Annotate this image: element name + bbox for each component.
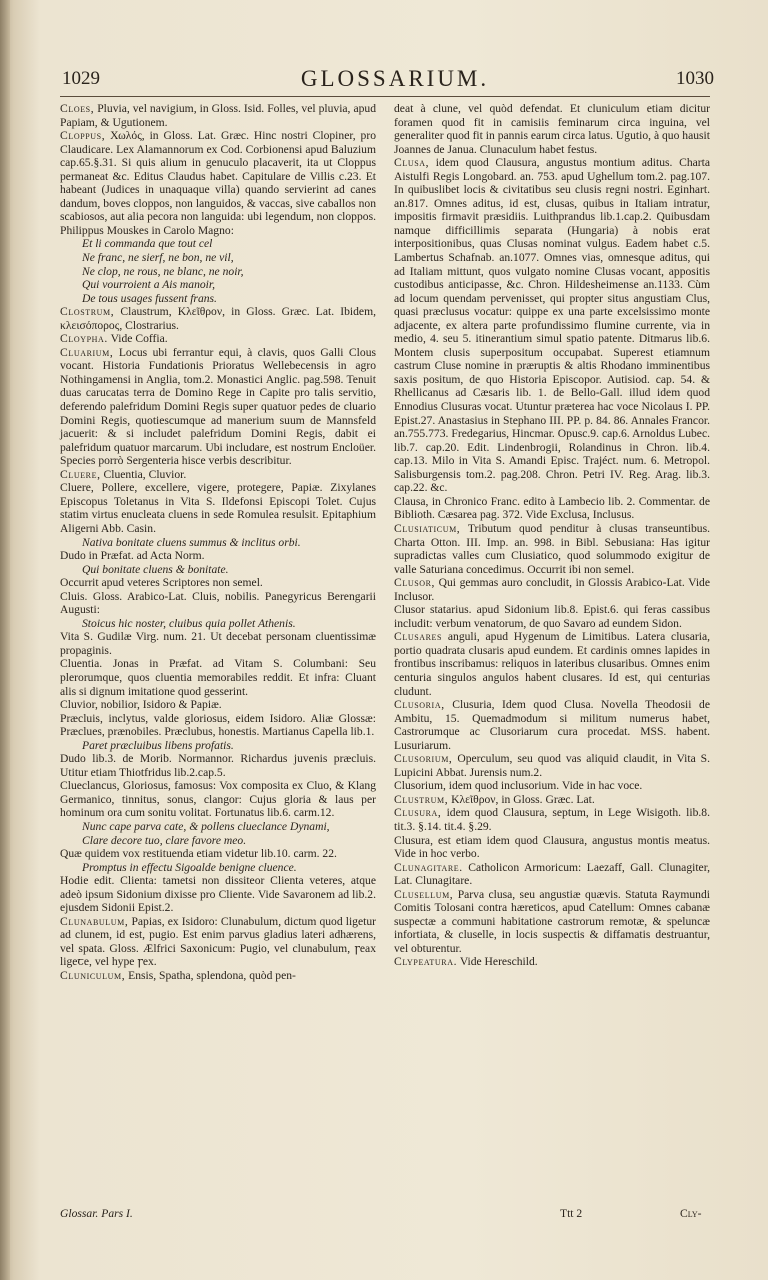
- entry-text: Vita S. Gudilæ Virg. num. 21. Ut decebat personam cluentissimæ propaginis.: [60, 630, 376, 657]
- verse-line: Ne franc, ne sierf, ne bon, ne vil,: [82, 251, 234, 265]
- verse-line: Stoicus hic noster, cluibus quia pollet Athenis.: [82, 616, 296, 630]
- entry-text: Dudo in Præfat. ad Acta Norm.: [60, 549, 205, 563]
- glossary-entry: [60, 712, 376, 739]
- verse-line: Nunc cape parva cate, & pollens clueclance Dynami,: [82, 819, 330, 833]
- glossary-entry: [394, 806, 710, 833]
- glossary-entry: [60, 915, 376, 969]
- glossary-entry: [60, 129, 376, 237]
- verse-line: Clare decore tuo, clare favore meo.: [82, 833, 247, 847]
- entry-text: idem quod Clausura, angustus montium aditus. Charta Aistulfi Regis Longobard. an. 753. apud Ughellum tom.2. pag.107. In quibuslibet locis & civitatibus seu clusis regni nostri. Eginhart. an.817. Omnes aditus, id est, clusas, quibus in Italiam intratur, impositis firmavit præsidiis. Luithprandus lib.1.cap.2. Quibusdam namque difficillimis separata (Hungaria) à nobis erat interpositionibus, quas Clusas nominat vulgus. Eadem habet c.5. Lambertus Schafnab. an.1077. Omnes vias, omnesque aditus, qui ad Italiam mittunt, quos vulgato nomine Clusas vocant, appositis custodibus anticipasse, &c. Chron. Hildesheimense an.1133. Cùm ad locum quendam pervenisset, qui propter situs angustiam Clus, quasi præclusus vocatur: quippe ex una parte excelsissimo monte adjacente, ex altera parte profundissimo flumine currente, via in medio, 4. seu 5. itinerantium simul spatio patente. Ditmarus lib.6. Montem clusis superpositum occupabat. Superest etiamnum castrum Cluse nomine in præruptis & altis Rhodano imminentibus saxis positum, de quo Historia Episcopor. Autisiod. cap. 54. & Rhellicanus ad Cæsaris lib. 1. de Bello-Gall. illud idem quod Ennodius Clusuras vocat. Utuntur præterea hac voce Nicolaus I. PP. Epist.27. Anastasius in Stephano III. PP. p. 84. 86. Annales Francor. an.755.773. Fredegarius, Hincmar. Opusc.9. cap.6. Arnoldus Lubec. lib.7. cap.20. Edit. Lindenbrogii, Rolandinus in Chron. lib.4. cap.13. Milo in Vita S. Amandi Episc. Trajéct. num. 6. Metropol. Salisburgensis tom.2. pag.208. Chron. Petri IV. Reg. Arag. lib.3. cap.22. &c.: [394, 156, 710, 495]
- catchword: Cly-: [680, 1207, 702, 1220]
- glossary-entry: [394, 603, 710, 630]
- signature-left: Glossar. Pars I.: [60, 1207, 133, 1220]
- entry-text: Claustrum, Κλεῖθρον, in Gloss. Græc. Lat. Ibidem, κλεισόπορος, Clostrarius.: [60, 305, 376, 332]
- verse-line: Qui vourroient a Ais manoir,: [82, 278, 216, 292]
- entry-text: Clusor statarius. apud Sidonium lib.8. Epist.6. qui feras cassibus includit: verbum venatorum, de quo Savaro ad eundem Sidon.: [394, 603, 710, 630]
- entry-headword: Clusor,: [394, 576, 436, 590]
- page-header: [0, 66, 768, 96]
- entry-headword: Clusoria,: [394, 698, 445, 712]
- glossary-entry: [60, 346, 376, 468]
- entry-headword: Clusa,: [394, 156, 430, 170]
- glossary-entry: [60, 590, 376, 617]
- glossary-entry: [394, 779, 710, 793]
- glossary-entry: [60, 481, 376, 535]
- entry-headword: Cloes,: [60, 102, 95, 115]
- entry-headword: Clusiaticum,: [394, 521, 461, 535]
- verse-line: Promptus in effectu Sigoalde benigne cluence.: [82, 860, 297, 874]
- verse-line: De tous usages fussent frans.: [82, 291, 217, 305]
- glossary-entry: [394, 698, 710, 752]
- page-gutter-shadow: [0, 0, 10, 1280]
- entry-text: Clueclancus, Gloriosus, famosus: Vox composita ex Cluo, & Klang Germanico, tinnitus, sonus, clangor: Cujus gloria & laus per hominum ora cum sonitu volitat. Fortunatus lib.6. carm.12.: [60, 779, 376, 820]
- entry-text: Catholicon Armoricum: Laezaff, Gall. Clunagiter, Lat. Clunagitare.: [394, 860, 710, 888]
- entry-headword: Clustrum,: [394, 792, 449, 806]
- entry-headword: Cloypha.: [60, 332, 108, 346]
- entry-headword: Clusares: [394, 630, 443, 644]
- entry-text: Cluere, Pollere, excellere, vigere, protegere, Papiæ. Zixylanes Episcopus Toletanus in Vita S. Ildefonsi Episcopi Tolet. Cujus statim virtus enucleata cluens in sede Romulea resulsit. Epitaphium Aligerni Abb. Casin.: [60, 481, 376, 535]
- glossary-entry: [60, 576, 376, 590]
- glossary-entry: [394, 522, 710, 576]
- running-head: GLOSSARIUM.: [300, 66, 490, 91]
- entry-headword: Clostrum,: [60, 305, 115, 319]
- glossary-entry: [60, 969, 376, 983]
- signature-mark: Ttt 2: [560, 1207, 583, 1220]
- glossary-entry: [394, 156, 710, 495]
- folio-number-right: 1030: [676, 68, 714, 89]
- glossary-entry: [60, 698, 376, 712]
- entry-headword: Clusura,: [394, 806, 442, 820]
- entry-headword: Clunagitare.: [394, 860, 463, 874]
- glossary-entry: [60, 102, 376, 129]
- entry-text: Clusuria, Idem quod Clusa. Novella Theodosii de Ambitu, 15. Quemadmodum si militum numerus habet, Castrorumque ac Clusoriarum cura procedat. MSS. habent. Lusuriarum.: [394, 698, 710, 752]
- entry-text: Clausa, in Chronico Franc. edito à Lambecio lib. 2. Commentar. de Biblioth. Cæsarea pag. 372. Vide Exclusa, Inclusus.: [394, 494, 710, 522]
- glossary-entry: [60, 752, 376, 779]
- entry-headword: Cluniculum,: [60, 969, 126, 982]
- entry-headword: Cluarium,: [60, 345, 114, 359]
- entry-text: Occurrit apud veteres Scriptores non semel.: [60, 576, 263, 590]
- entry-text: Clusorium, idem quod inclusorium. Vide in hac voce.: [394, 779, 643, 793]
- header-rule: [60, 96, 710, 97]
- glossary-entry: [394, 630, 710, 698]
- glossary-entry: [60, 630, 376, 657]
- entry-text: Vide Hereschild.: [459, 955, 538, 969]
- entry-text: Vide Coffia.: [110, 332, 168, 346]
- verse-line: Ne clop, ne rous, ne blanc, ne noir,: [82, 264, 244, 278]
- glossary-entry: [60, 305, 376, 332]
- glossary-entry: [394, 955, 710, 969]
- verse-line: Et li commanda que tout cel: [82, 237, 213, 251]
- glossary-entry: [394, 576, 710, 603]
- glossary-entry: [394, 888, 710, 956]
- right-column: [394, 102, 710, 969]
- entry-text: Tributum quod penditur à clusas transeuntibus. Charta Otton. III. Imp. an. 998. in Bibl. Sebusiana: Has igitur supradictas valles cum Clusiatico, quod solummodo exigitur de valle Saturiana concedimus. Occurrit ibi non semel.: [394, 521, 710, 576]
- entry-text: Χωλός, in Gloss. Lat. Græc. Hinc nostri Clopiner, pro Claudicare. Lex Alamannorum ex Cod. Corbionensi apud Baluzium cap.65.§.31. Si quis alium in genuculo placaverit, ita ut Cloppus permaneat &c. Editus Claudus habet. Capitulare de Villis c.23. Et habeant (Judices in unaquaque villa) quando servierint ad canes dandum, boves cloppos, non languidos, & vaccas, sive caballos non scabiosos, aut alia pecora non languida: ubi legendum, non cloppos. Philippus Mouskes in Carolo Magno:: [60, 129, 376, 237]
- entry-headword: Clusorium,: [394, 752, 453, 766]
- entry-text: Cluentia. Jonas in Præfat. ad Vitam S. Columbani: Seu plerorumque, quos cluentia memorabiles reddit. Et infra: Cluant alis si dignum imitatione quod gesserint.: [60, 657, 376, 698]
- entry-text: Κλεῖθρον, in Gloss. Græc. Lat.: [451, 792, 595, 806]
- entry-text: Locus ubi ferrantur equi, à clavis, quos Galli Clous vocant. Historia Fundationis Prioratus Wellebecensis in agro Nothingamensi in Anglia, tom.2. Monastici Anglic. pag.598. Tenuit duas carucatas terra de Domino Rege in Capite pro talis servitio, deferendo palefridum Domini Regis super quatuor pedes de cluario Domini Regis, quotiescumque ad manerium suum de Mannsfeld jacuerit: & si includet palefridum Domini Regis, dabit ei palefridum quatuor marcarum. Ubi includare, est nostrum Encloüer. Species porrò Sergenteria hisce verbis describitur.: [60, 345, 376, 468]
- entry-text: Parva clusa, seu angustiæ quævis. Statuta Raymundi Comitis Tolosani contra hæreticos, apud Catellum: Omnes cabanæ suspectæ a communi habitatione castrorum remotæ, & speluncæ infortiata, & cluselle, in locis suspectis & diffamatis destruantur, vel obturentur.: [394, 887, 710, 955]
- verse-line: Paret præcluibus libens profatis.: [82, 738, 234, 752]
- entry-headword: Cluere,: [60, 467, 101, 481]
- glossary-entry: [60, 847, 376, 861]
- glossary-entry: [394, 793, 710, 807]
- entry-text: Dudo lib.3. de Morib. Normannor. Richardus juvenis præcluis. Utitur etiam Thiotfridus lib.2.cap.5.: [60, 752, 376, 779]
- entry-text: Quæ quidem vox restituenda etiam videtur lib.10. carm. 22.: [60, 847, 337, 861]
- entry-text: Cluis. Gloss. Arabico-Lat. Cluis, nobilis. Panegyricus Berengarii Augusti:: [60, 589, 376, 617]
- entry-text: Qui gemmas auro concludit, in Glossis Arabico-Lat. Vide Inclusor.: [394, 576, 710, 603]
- glossary-entry: [60, 779, 376, 820]
- entry-headword: Clypeatura.: [394, 955, 458, 969]
- glossary-entry: [60, 332, 376, 346]
- entry-text: Præcluis, inclytus, valde gloriosus, eidem Isidoro. Aliæ Glossæ: Præclues, prænobiles. Præclubus, honestis. Martianus Capella lib.1.: [60, 711, 376, 739]
- verse-line: Nativa bonitate cluens summus & inclitus orbi.: [82, 535, 301, 549]
- folio-number-left: 1029: [62, 68, 100, 89]
- entry-text: Pluvia, vel navigium, in Gloss. Isid. Folles, vel pluvia, apud Papiam, & Ugutionem.: [60, 102, 376, 129]
- entry-text: anguli, apud Hygenum de Limitibus. Latera clusaria, portio quadrata clusaris apud eundem. Et cardinis omnes lapides in frontibus inscribamus: reliquos in lateribus clusaribus. Omnes enim centuria singulos angulos habent clusares. Id est, qui centurias cludunt.: [394, 630, 710, 698]
- verse-line: Qui bonitate cluens & bonitate.: [82, 562, 229, 576]
- glossary-entry: [394, 834, 710, 861]
- glossary-entry: [394, 752, 710, 779]
- glossary-entry: [394, 495, 710, 522]
- entry-headword: Clunabulum,: [60, 914, 129, 928]
- entry-headword: Cloppus,: [60, 129, 106, 143]
- entry-text: Cluentia, Cluvior.: [103, 467, 187, 481]
- entry-text: Clusura, est etiam idem quod Clausura, angustus montis meatus. Vide in hoc verbo.: [394, 833, 710, 861]
- entry-text: Hodie edit. Clienta: tametsi non dissiteor Clienta veteres, atque adeò ipsum Sidonium dixisse pro Cliente. Vide Savaronem ad lib.2. ejusdem Sidonii Epist.2.: [60, 874, 376, 915]
- entry-text: idem quod Clausura, septum, in Lege Wisigoth. lib.8. tit.3. §.14. tit.4. §.29.: [394, 806, 710, 833]
- glossary-entry: [60, 657, 376, 698]
- entry-text: Cluvior, nobilior, Isidoro & Papiæ.: [60, 698, 222, 712]
- entry-text: Papias, ex Isidoro: Clunabulum, dictum quod ligetur ad clunem, id est, pugio. Est enim parvus gladius lateri adhærens, vel spata. Gloss. Ælfrici Saxonicum: Pugio, vel clunabulum, ꞅeax ligeꞇe, vel hype ꞅex.: [60, 914, 376, 969]
- entry-text: deat à clune, vel quòd defendat. Et cluniculum etiam dicitur foramen quod fit in camisiis feminarum circa inguina, vel generaliter quod fit in pannis earum circa latus. Ugutio, à quo hausit Joannes de Janua. Clunaculum habet festus.: [394, 102, 710, 156]
- glossary-entry: [60, 874, 376, 915]
- glossary-entry: [60, 468, 376, 482]
- glossary-entry: [60, 549, 376, 563]
- entry-headword: Clusellum,: [394, 887, 454, 901]
- glossary-entry: [394, 861, 710, 888]
- glossary-entry: [394, 102, 710, 156]
- entry-text: Ensis, Spatha, splendona, quòd pen-: [128, 969, 296, 982]
- entry-text: Operculum, seu quod vas aliquid claudit, in Vita S. Lupicini Abbat. Jurensis num.2.: [394, 752, 710, 779]
- left-column: [60, 102, 376, 983]
